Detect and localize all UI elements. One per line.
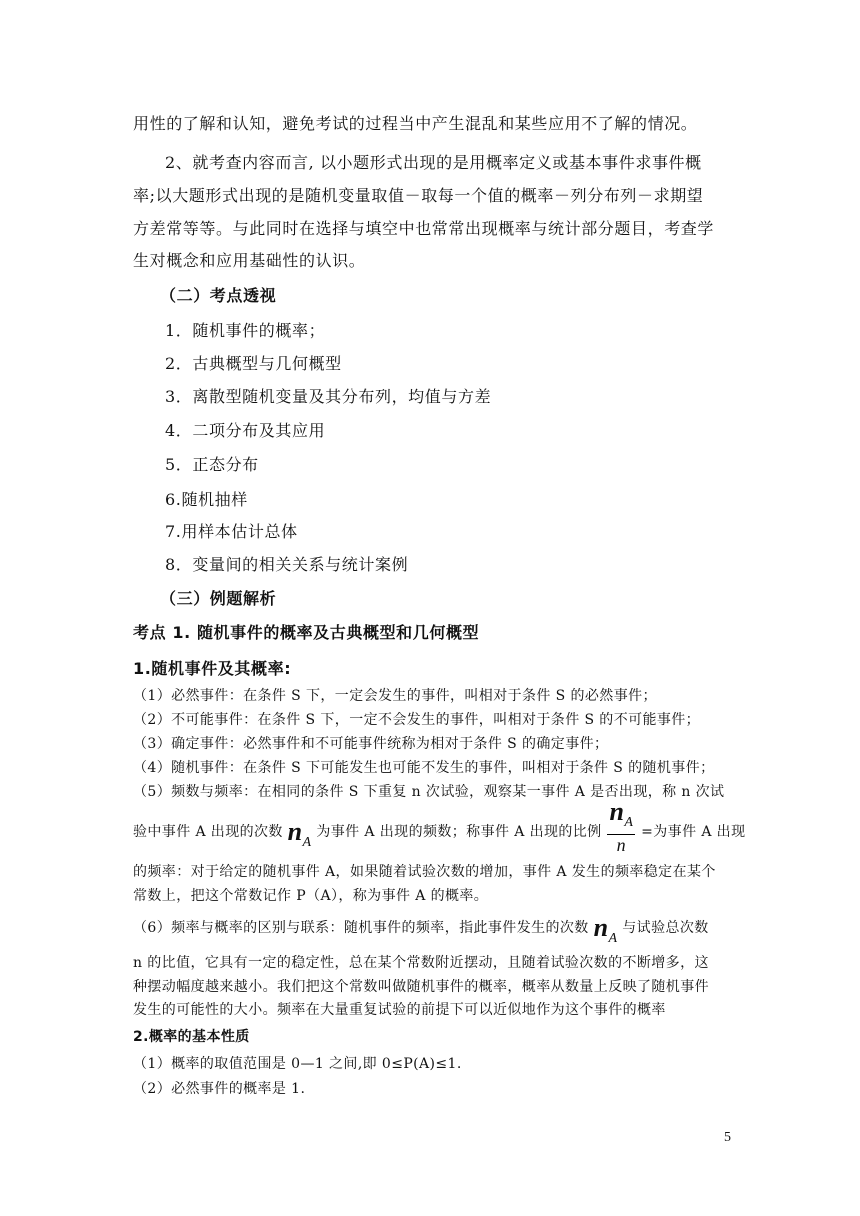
definition-line: （2）不可能事件：在条件 S 下，一定不会发生的事件，叫相对于条件 S 的不可能事件； (133, 712, 701, 728)
section-heading: （二）考点透视 (160, 286, 277, 305)
list-item: 7.用样本估计总体 (165, 522, 298, 541)
definition-line: n 的比值，它具有一定的稳定性，总在某个常数附近摆动，且随着试验次数的不断增多，这 (133, 955, 709, 971)
page-number: 5 (724, 1130, 731, 1145)
fraction-n-a-over-n: $\frac{n_A}{n}$ (609, 797, 634, 856)
list-item: 2．古典概型与几何概型 (165, 354, 342, 373)
definition-line: 种摆动幅度越来越小。我们把这个常数叫做随机事件的概率，概率从数量上反映了随机事件 (133, 979, 709, 995)
text-fragment: =为事件 A 出现 (641, 824, 746, 841)
list-item: 6.随机抽样 (165, 490, 248, 509)
paragraph-line: 方差常等等。与此同时在选择与填空中也常常出现概率与统计部分题目，考查学 (133, 219, 715, 238)
text-fragment: 验中事件 A 出现的次数 (133, 824, 283, 841)
list-item: 4．二项分布及其应用 (165, 421, 326, 440)
definition-line: 常数上，把这个常数记作 P（A），称为事件 A 的概率。 (133, 888, 489, 904)
definition-line: 发生的可能性的大小。频率在大量重复试验的前提下可以近似地作为这个事件的概率 (133, 1002, 666, 1018)
section-heading: （三）例题解析 (160, 589, 277, 608)
paragraph-line: 率;以大题形式出现的是随机变量取值－取每一个值的概率－列分布列－求期望 (133, 186, 704, 205)
definition-line: （1）必然事件：在条件 S 下，一定会发生的事件，叫相对于条件 S 的必然事件； (133, 688, 657, 704)
list-item: 3．离散型随机变量及其分布列，均值与方差 (165, 387, 492, 406)
paragraph-line: 生对概念和应用基础性的认识。 (133, 251, 366, 270)
property-line: （1）概率的取值范围是 0—1 之间,即 0≤P(A)≤1. (133, 1056, 462, 1072)
n-a-symbol: $n_A$ (593, 913, 618, 946)
list-item: 5．正态分布 (165, 455, 259, 474)
paragraph-line: 2、就考查内容而言, 以小题形式出现的是用概率定义或基本事件求事件概 (165, 153, 702, 172)
list-item: 8．变量间的相关关系与统计案例 (165, 555, 409, 574)
subsection-heading: 2.概率的基本性质 (133, 1029, 250, 1045)
topic-heading: 考点 1. 随机事件的概率及古典概型和几何概型 (133, 623, 480, 642)
definition-line: 的频率：对于给定的随机事件 A，如果随着试验次数的增加，事件 A 发生的频率稳定在某个 (133, 864, 716, 880)
text-fragment: （6）频率与概率的区别与联系：随机事件的频率，指此事件发生的次数 (133, 920, 589, 936)
definition-line: （4）随机事件：在条件 S 下可能发生也可能不发生的事件，叫相对于条件 S 的随机事件； (133, 760, 715, 776)
property-line: （2）必然事件的概率是 1. (133, 1081, 306, 1097)
text-fragment: 与试验总次数 (622, 920, 709, 936)
list-item: 1．随机事件的概率； (165, 321, 326, 340)
paragraph-line: 用性的了解和认知，避免考试的过程当中产生混乱和某些应用不了解的情况。 (133, 114, 698, 133)
definition-line: （3）确定事件：必然事件和不可能事件统称为相对于条件 S 的确定事件； (133, 736, 609, 752)
definition-line: （5）频数与频率：在相同的条件 S 下重复 n 次试验，观察某一事件 A 是否出现，称 n 次试 (133, 784, 725, 800)
n-a-symbol: $n_A$ (287, 817, 312, 851)
subsection-heading: 1.随机事件及其概率: (133, 659, 292, 678)
text-fragment: 为事件 A 出现的频数；称事件 A 出现的比例 (316, 824, 602, 841)
